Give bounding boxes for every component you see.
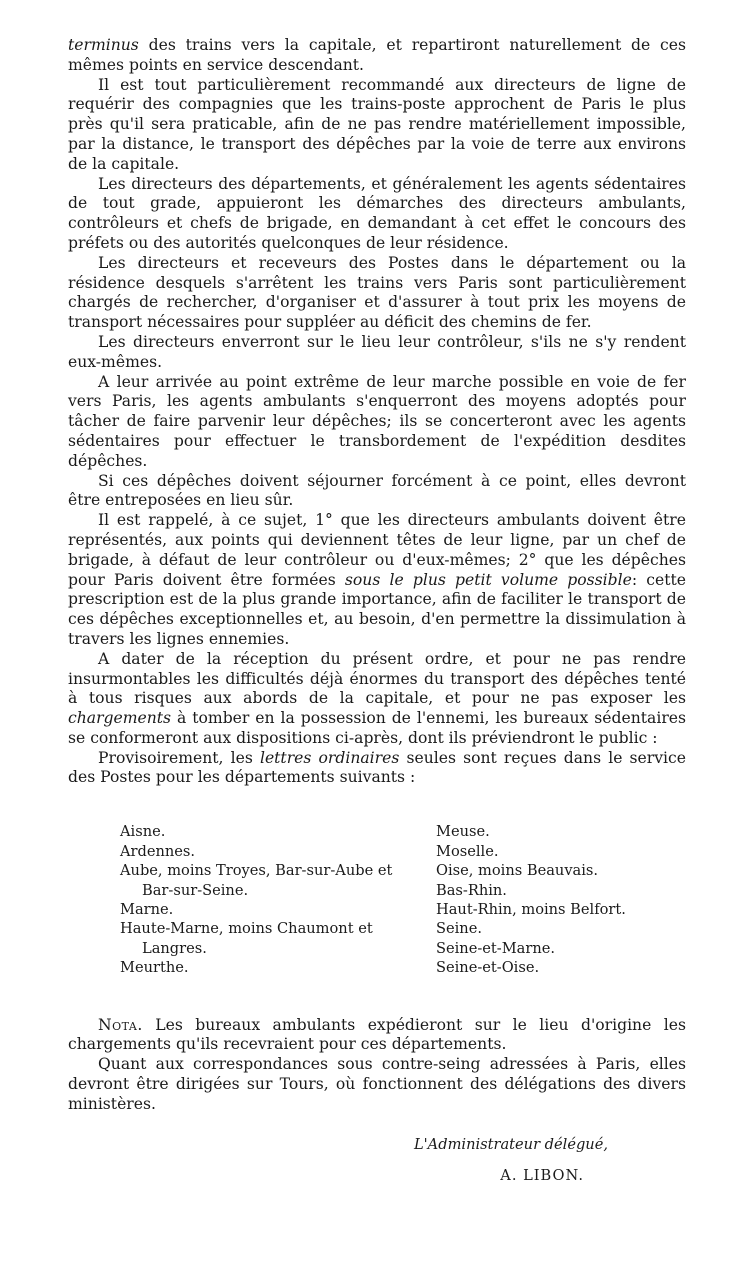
document-page [68, 36, 686, 1186]
department-name: Marne. [120, 900, 174, 918]
department-name: Aisne. [120, 823, 166, 841]
list-item: Oise, moins Beauvais. [436, 862, 599, 880]
paragraph-arrivee: A leur arrivée au point extrême de leur marche possible en voie de fer vers Paris, les agents ambulants s'enquerront des moyens adoptés pour tâcher de faire parvenir leur dépêches; ils se concerteront avec les agents sédentaires pour effectuer le transbordement de l'expédition desdites dépêches. [68, 372, 686, 470]
paragraph-text: Provisoirement, les [98, 748, 260, 767]
signer-name: A. LIBON. [500, 1167, 584, 1185]
list-item [120, 822, 420, 841]
list-item: Seine. [436, 920, 482, 938]
paragraph-text: seules sont reçues dans le service des Postes pour les départements suivants : [68, 748, 686, 787]
paragraph-rappel [68, 511, 686, 650]
list-item: Seine-et-Marne. [436, 939, 555, 957]
paragraph-nota [68, 1016, 686, 1056]
list-item: Meuse. [436, 823, 490, 841]
paragraph-text: Il est rappelé, à ce sujet, 1° que les directeurs ambulants doivent être représentés, aux points qui deviennent têtes de leur ligne, par un chef de brigade, à défaut de leur contrôleur ou d'eux-mêmes; 2° que les dépêches pour Paris doivent être formées [68, 511, 686, 589]
departments-right-column [436, 822, 666, 977]
list-item: Moselle. [436, 842, 499, 860]
department-name: Meurthe. [120, 959, 189, 977]
list-item [120, 900, 420, 919]
italic-phrase: sous le plus petit volume possible [344, 570, 632, 589]
paragraph-terminus [68, 36, 686, 76]
paragraph-text: Les bureaux ambulants expédieront sur le lieu d'origine les chargements qu'ils recevraient pour ces départements. [68, 1015, 686, 1054]
department-name: Ardennes. [120, 842, 196, 860]
paragraph-text: à tomber en la possession de l'ennemi, les bureaux sédentaires se conformeront aux dispositions ci-après, dont ils préviendront le public : [68, 709, 686, 747]
list-item [120, 842, 420, 861]
list-item [120, 919, 420, 958]
list-item: Seine-et-Oise. [436, 959, 540, 977]
paragraph-text: : cette prescription est de la plus grande importance, afin de faciliter le transport de ces dépêches exceptionnelles et, au besoin, d'en permettre la dissimulation à travers les lignes ennemies. [68, 570, 686, 648]
departments-left-column [120, 822, 420, 977]
department-continuation: Bar-sur-Seine. [142, 881, 249, 899]
italic-phrase: chargements [68, 709, 172, 728]
departments-list [68, 822, 686, 977]
paragraph-receveurs: Les directeurs et receveurs des Postes dans le département ou la résidence desquels s'arrêtent les trains vers Paris sont particulièrement chargés de rechercher, d'organiser et d'assurer à tout prix les moyens de transport nécessaires pour suppléer au déficit des chemins de fer. [68, 253, 686, 332]
list-item: Haut-Rhin, moins Belfort. [436, 900, 626, 918]
department-name: Haute-Marne, moins Chaumont et [120, 920, 373, 938]
nota-label: Nota. [98, 1015, 143, 1034]
italic-phrase: lettres ordinaires [259, 748, 400, 767]
department-name: Aube, moins Troyes, Bar-sur-Aube et [120, 862, 393, 880]
paragraph-dater [68, 650, 686, 749]
paragraph-provisoirement [68, 749, 686, 789]
list-item [120, 958, 420, 977]
list-item: Bas-Rhin. [436, 881, 507, 899]
paragraph-controleur: Les directeurs enverront sur le lieu leur contrôleur, s'ils ne s'y rendent eux-mêmes. [68, 332, 686, 371]
department-continuation: Langres. [142, 939, 207, 957]
paragraph-directeurs-departements: Les directeurs des départements, et généralement les agents sédentaires de tout grade, appuieront les démarches des directeurs ambulants, contrôleurs et chefs de brigade, en demandant à cet effet le concours des préfets ou des autorités quelconques de leur résidence. [68, 174, 686, 252]
paragraph-text: des trains vers la capitale, et repartiront naturellement de ces mêmes points en service descendant. [68, 36, 686, 74]
list-item [120, 861, 420, 900]
italic-terminus: terminus [68, 36, 139, 54]
paragraph-text: A dater de la réception du présent ordre, et pour ne pas rendre insurmontables les difficultés déjà énormes du transport des dépêches tenté à tous risques aux abords de la capitale, et pour ne pas exposer les [68, 649, 686, 708]
paragraph-quant: Quant aux correspondances sous contre-seing adressées à Paris, elles devront être dirigées sur Tours, où fonctionnent des délégations des divers ministères. [68, 1055, 686, 1113]
paragraph-recommande: Il est tout particulièrement recommandé aux directeurs de ligne de requérir des compagnies que les trains-poste approchent de Paris le plus près qu'il sera praticable, afin de ne pas rendre matériellement impossible, par la distance, le transport des dépêches par la voie de terre aux environs de la capitale. [68, 75, 686, 173]
signature-title: L'Administrateur délégué, [413, 1135, 608, 1153]
paragraph-sejourner: Si ces dépêches doivent séjourner forcément à ce point, elles devront être entreposées en lieu sûr. [68, 471, 686, 510]
